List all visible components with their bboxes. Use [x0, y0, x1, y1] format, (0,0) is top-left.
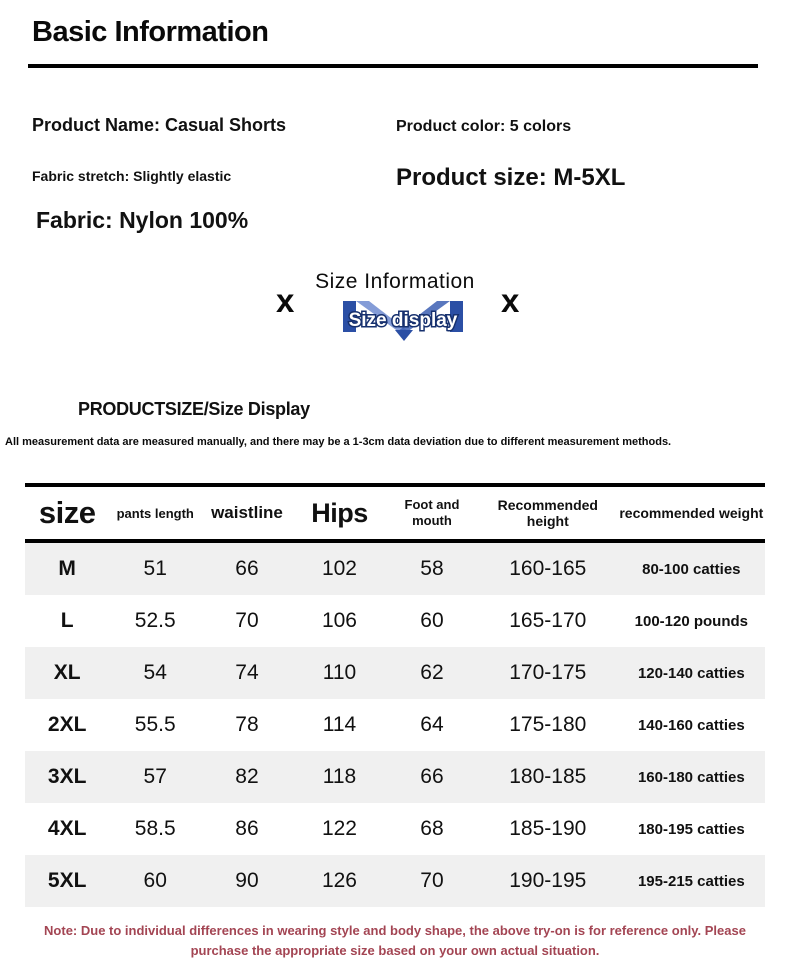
- table-cell: 175-180: [509, 713, 587, 736]
- table-row: [25, 595, 765, 647]
- table-cell: 57: [143, 765, 167, 788]
- fabric-stretch-text: Fabric stretch: Slightly elastic: [32, 168, 232, 184]
- table-cell: 3XL: [47, 765, 87, 788]
- table-cell: 74: [235, 661, 259, 684]
- table-cell: 78: [235, 713, 259, 736]
- table-row: [25, 751, 765, 803]
- table-cell: L: [60, 609, 74, 632]
- table-cell: 51: [143, 557, 167, 580]
- fabric-text: Fabric: Nylon 100%: [36, 207, 249, 233]
- footer-note: Note: Due to individual differences in wearing style and body shape, the above try-on is for reference only. Please purchase the appropriate size based on your own actual situation.: [44, 923, 746, 959]
- table-cell: 180-195 catties: [637, 820, 745, 838]
- table-cell: 106: [321, 609, 357, 632]
- table-header-row: [25, 487, 765, 539]
- size-display-ribbon: [343, 299, 463, 341]
- table-cell: 110: [322, 661, 357, 684]
- table-cell: 190-195: [509, 869, 587, 892]
- table-cell: 100-120 pounds: [634, 612, 749, 630]
- measurement-disclaimer: All measurement data are measured manually, and there may be a 1-3cm data deviation due to different measurement methods.: [5, 436, 672, 448]
- table-cell: 4XL: [47, 817, 87, 840]
- table-row: [25, 543, 765, 595]
- section-heading: PRODUCTSIZE/Size Display: [78, 399, 310, 419]
- table-cell: 60: [143, 869, 167, 892]
- column-header-waistline: waistline: [211, 503, 283, 522]
- ribbon-label: Size display: [348, 310, 458, 331]
- table-cell: 52.5: [134, 609, 176, 632]
- table-cell: 55.5: [134, 713, 176, 736]
- table-cell: 160-165: [509, 557, 587, 580]
- column-header-size: size: [38, 495, 96, 530]
- table-cell: 114: [322, 713, 357, 736]
- table-body: [25, 543, 765, 907]
- table-cell: M: [58, 557, 76, 580]
- column-header-recommended-weight: recommended weight: [619, 505, 764, 521]
- table-cell: 60: [420, 609, 444, 632]
- table-cell: 102: [321, 557, 357, 580]
- column-header-hips: Hips: [311, 497, 368, 528]
- table-cell: 120-140 catties: [637, 664, 745, 682]
- table-cell: 64: [420, 713, 444, 736]
- size-information-heading: Size Information: [315, 270, 475, 293]
- size-table: [25, 483, 765, 907]
- table-cell: 54: [143, 661, 167, 684]
- column-header-pants-length: pants length: [116, 505, 194, 521]
- table-cell: 62: [420, 661, 444, 684]
- x-mark-icon: x: [276, 282, 294, 319]
- table-cell: 90: [235, 869, 259, 892]
- table-cell: 140-160 catties: [637, 716, 745, 734]
- table-cell: 86: [235, 817, 259, 840]
- table-cell: 185-190: [509, 817, 587, 840]
- table-cell: 118: [322, 765, 357, 788]
- table-cell: 165-170: [509, 609, 587, 632]
- x-mark-icon: x: [501, 282, 519, 319]
- table-cell: 5XL: [47, 869, 87, 892]
- table-cell: 70: [235, 609, 259, 632]
- product-color-text: Product color: 5 colors: [396, 118, 572, 135]
- table-cell: 70: [420, 869, 444, 892]
- column-header-recommended-height: Recommended height: [497, 497, 598, 529]
- table-cell: 170-175: [509, 661, 587, 684]
- table-cell: 180-185: [509, 765, 587, 788]
- page-title: Basic Information: [32, 16, 269, 48]
- table-cell: 126: [321, 869, 357, 892]
- table-cell: 2XL: [47, 713, 87, 736]
- table-cell: 58.5: [134, 817, 176, 840]
- ribbon-icon: [343, 299, 463, 341]
- table-row: [25, 699, 765, 751]
- table-cell: 80-100 catties: [642, 560, 741, 578]
- table-row: [25, 647, 765, 699]
- table-cell: 58: [420, 557, 444, 580]
- table-cell: 82: [235, 765, 259, 788]
- table-cell: XL: [53, 661, 81, 684]
- product-size-text: Product size: M-5XL: [396, 164, 626, 191]
- product-name-text: Product Name: Casual Shorts: [32, 115, 287, 135]
- title-divider: [28, 64, 758, 68]
- table-row: [25, 803, 765, 855]
- table-cell: 195-215 catties: [637, 872, 745, 890]
- table-cell: 122: [321, 817, 357, 840]
- table-cell: 66: [420, 765, 444, 788]
- table-cell: 66: [235, 557, 259, 580]
- table-cell: 160-180 catties: [637, 768, 745, 786]
- table-cell: 68: [420, 817, 444, 840]
- column-header-foot-and-mouth: Foot and mouth: [404, 497, 460, 528]
- table-row: [25, 855, 765, 907]
